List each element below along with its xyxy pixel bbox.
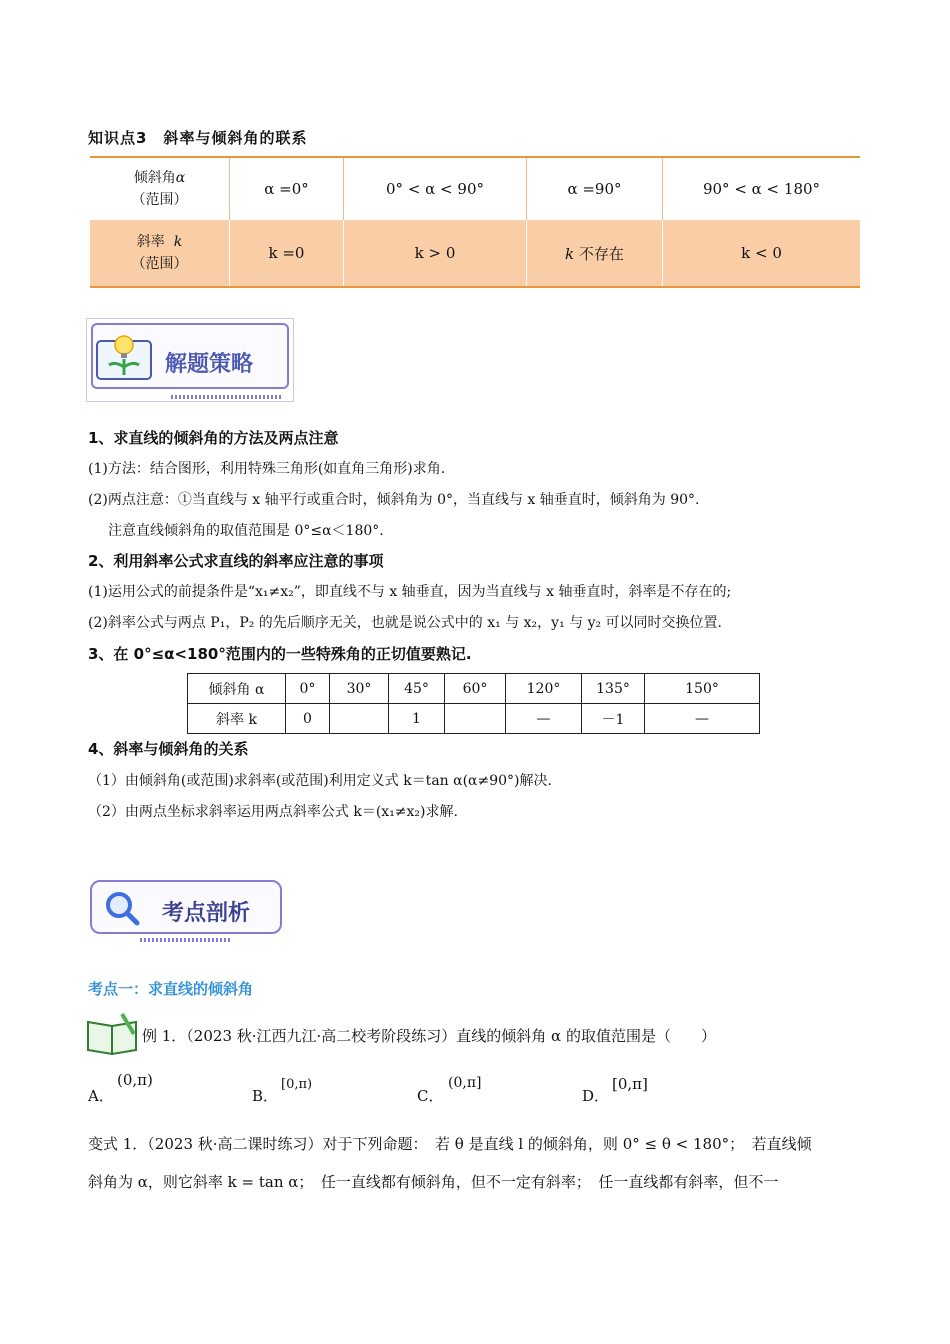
section-heading: 4、斜率与倾斜角的关系 — [88, 740, 249, 758]
option-letter: A． — [88, 1087, 114, 1105]
table-cell: 0° — [286, 674, 330, 704]
option-value: [0,π) — [281, 1077, 313, 1092]
table-cell — [445, 704, 506, 734]
table-row — [90, 220, 860, 287]
table-cell: 1 — [389, 704, 445, 734]
table-cell: k < 0 — [663, 220, 861, 287]
text-line: （1）由倾斜角(或范围)求斜率(或范围)利用定义式 k＝tan α(α≠90°)解决. — [88, 773, 552, 789]
text-line: （2）由两点坐标求斜率运用两点斜率公式 k＝(x₁≠x₂)求解. — [88, 804, 458, 820]
option-letter: D． — [582, 1087, 610, 1105]
table-cell: 90° < α < 180° — [663, 157, 861, 220]
lightbulb-plant-icon — [95, 331, 153, 383]
table-cell — [330, 704, 389, 734]
section-heading: 1、求直线的倾斜角的方法及两点注意 — [88, 429, 339, 447]
text-line: (1)方法：结合图形，利用特殊三角形(如直角三角形)求角. — [88, 461, 446, 477]
table-cell: 45° — [389, 674, 445, 704]
option-value: (0,π] — [448, 1075, 482, 1091]
table-cell: k 不存在 — [527, 220, 663, 287]
option-value: [0,π] — [612, 1075, 648, 1093]
special-angle-table — [187, 673, 760, 734]
topic-heading: 考点一：求直线的倾斜角 — [88, 980, 254, 998]
section-heading: 2、利用斜率公式求直线的斜率应注意的事项 — [88, 552, 384, 570]
text-line: (2)两点注意：①当直线与 x 轴平行或重合时，倾斜角为 0°，当直线与 x 轴垂直时，倾斜角为 90°. — [88, 492, 700, 508]
row-header: 斜率 k （范围） — [90, 220, 230, 287]
table-cell: k > 0 — [344, 220, 527, 287]
table-cell: 0 — [286, 704, 330, 734]
row-header: 倾斜角α （范围） — [90, 157, 230, 220]
option-letter: C． — [417, 1087, 444, 1105]
section-heading: 3、在 0°≤α<180°范围内的一些特殊角的正切值要熟记. — [88, 645, 472, 663]
table-cell: 60° — [445, 674, 506, 704]
option-letter: B． — [252, 1087, 279, 1105]
example-stem: 例 1．（2023 秋·江西九江·高二校考阶段练习）直线的倾斜角 α 的取值范围是（ ） — [142, 1027, 716, 1045]
table-cell: 倾斜角 α — [188, 674, 286, 704]
table-cell: 135° — [582, 674, 645, 704]
table-cell: — — [645, 704, 760, 734]
slope-angle-table — [90, 156, 860, 288]
knowledge-point-title: 知识点3 斜率与倾斜角的联系 — [88, 129, 308, 147]
open-book-icon — [86, 1012, 140, 1056]
table-cell: 120° — [506, 674, 582, 704]
table-cell: 150° — [645, 674, 760, 704]
table-cell: α =0° — [230, 157, 344, 220]
table-cell: α =90° — [527, 157, 663, 220]
variant-text: 斜角为 α，则它斜率 k = tan α； 任一直线都有倾斜角，但不一定有斜率； 任一直线都有斜率，但不一 — [88, 1173, 779, 1191]
table-row — [188, 704, 760, 734]
option-value: (0,π) — [117, 1071, 153, 1089]
banner-label: 解题策略 — [165, 352, 254, 377]
strategy-banner — [86, 318, 294, 402]
table-cell: 0° < α < 90° — [344, 157, 527, 220]
table-cell: 30° — [330, 674, 389, 704]
table-cell: — — [506, 704, 582, 734]
table-row — [90, 157, 860, 220]
variant-text: 变式 1．（2023 秋·高二课时练习）对于下列命题： 若 θ 是直线 l 的倾斜角，则 0° ≤ θ < 180°； 若直线倾 — [88, 1135, 812, 1153]
analysis-banner — [86, 876, 286, 944]
table-cell: －1 — [582, 704, 645, 734]
table-cell: 斜率 k — [188, 704, 286, 734]
text-line: 注意直线倾斜角的取值范围是 0°≤α＜180°. — [108, 523, 384, 539]
table-cell: k =0 — [230, 220, 344, 287]
banner-label: 考点剖析 — [162, 901, 251, 926]
text-line: (2)斜率公式与两点 P₁，P₂ 的先后顺序无关，也就是说公式中的 x₁ 与 x₂，y₁ 与 y₂ 可以同时交换位置. — [88, 615, 723, 631]
table-row — [188, 674, 760, 704]
text-line: (1)运用公式的前提条件是“x₁≠x₂”，即直线不与 x 轴垂直，因为当直线与 x 轴垂直时，斜率是不存在的; — [88, 584, 732, 600]
magnifier-icon — [104, 890, 140, 926]
